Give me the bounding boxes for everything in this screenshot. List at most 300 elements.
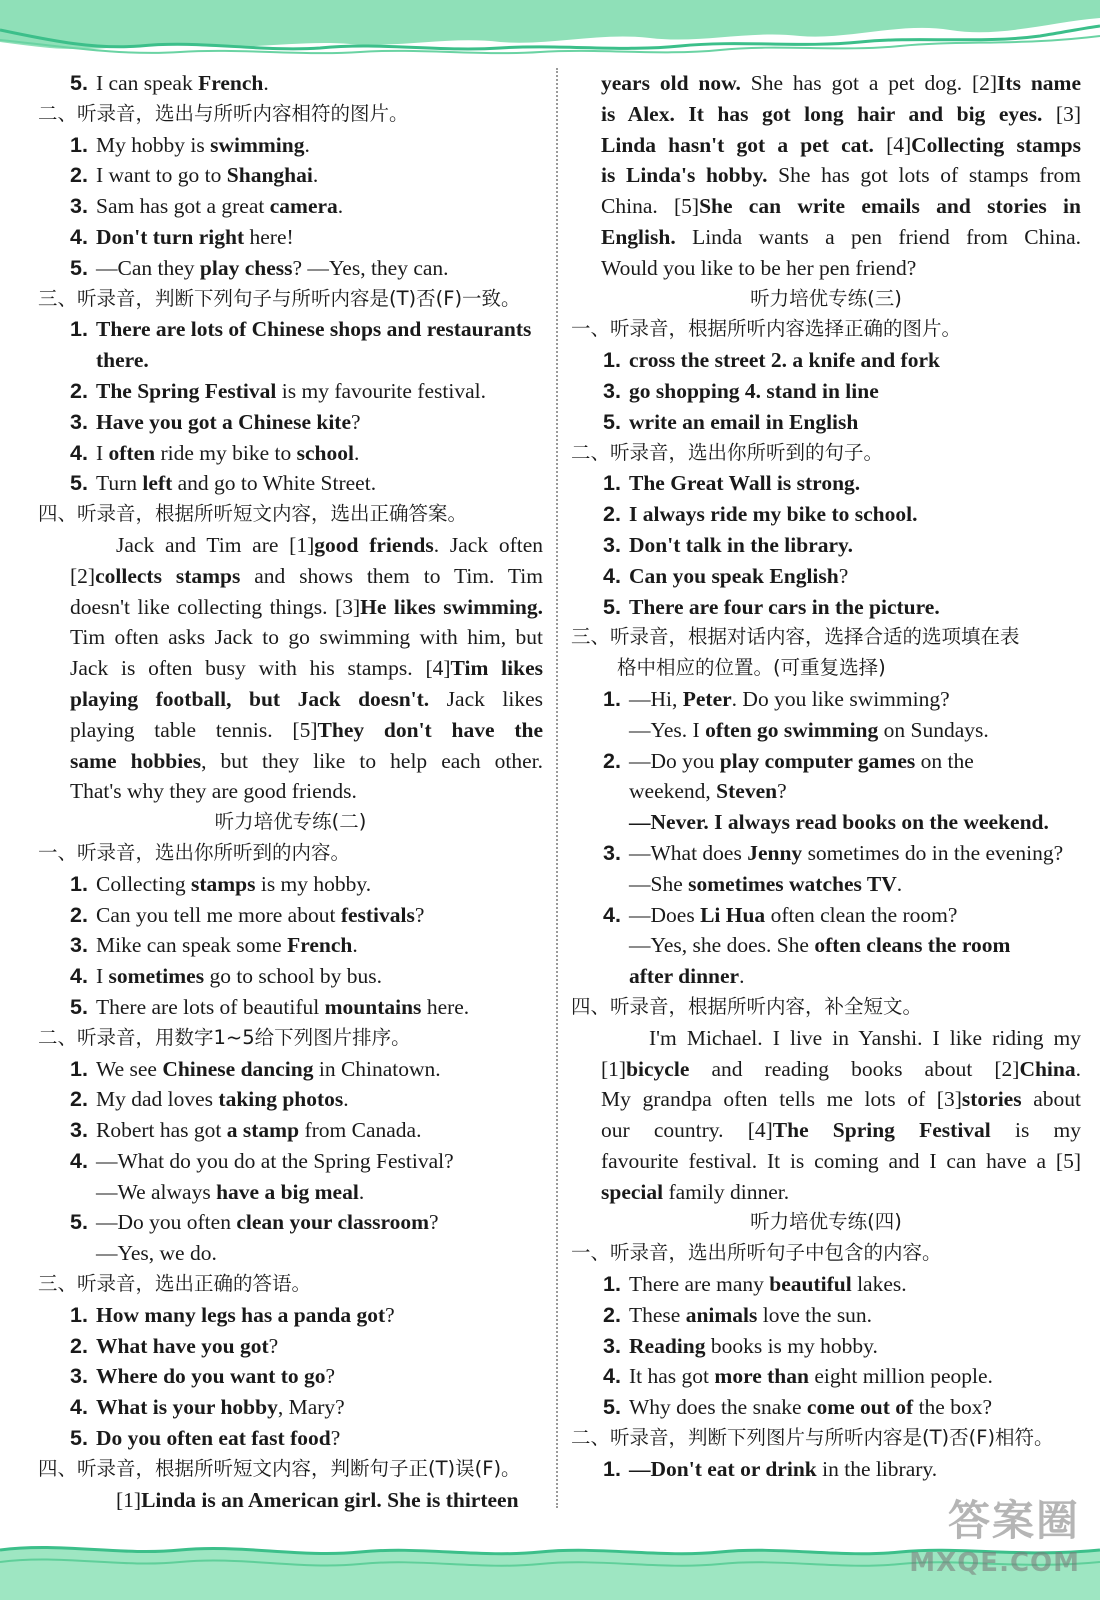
text-line xyxy=(38,130,543,161)
text-segment: —Yes. I xyxy=(629,717,706,742)
item-number: 4. xyxy=(70,1395,88,1420)
text-line xyxy=(38,961,543,992)
text-line xyxy=(571,1454,1081,1485)
text-line xyxy=(571,746,1081,777)
item-number: 1. xyxy=(70,132,88,157)
text-segment: . xyxy=(343,1087,349,1112)
answer-text: stamps xyxy=(190,871,256,896)
item-number: 2. xyxy=(70,1087,88,1112)
text-line xyxy=(571,222,1081,253)
text-segment: —She xyxy=(629,871,689,896)
text-segment: 三、听录音，判断下列句子与所听内容是(T)否(F)一致。 xyxy=(38,286,521,310)
text-segment: playing table tennis. [5] xyxy=(70,717,318,742)
text-segment: —Do you often xyxy=(96,1210,237,1235)
text-segment: —What does xyxy=(629,840,748,865)
text-segment: 二、听录音，用数字1~5给下列图片排序。 xyxy=(38,1025,411,1049)
text-segment: , but they like to help each other. xyxy=(201,748,543,773)
answer-text: Shanghai xyxy=(226,163,313,188)
item-number: 5. xyxy=(603,409,621,434)
text-line xyxy=(571,776,1081,807)
text-line xyxy=(571,1177,1081,1208)
answer-text: French xyxy=(287,933,353,958)
answer-text: play chess xyxy=(199,255,293,280)
text-segment: It has got xyxy=(629,1364,715,1389)
item-number: 5. xyxy=(70,471,88,496)
text-segment: . xyxy=(353,440,360,465)
text-segment: ? xyxy=(351,409,361,434)
text-segment: Tim often asks Jack to go swimming with him, but xyxy=(70,625,543,650)
answer-text: bicycle xyxy=(626,1056,690,1081)
text-segment: Turn xyxy=(96,471,143,496)
text-segment: [1] xyxy=(601,1056,627,1081)
item-number: 3. xyxy=(603,840,621,865)
text-line xyxy=(38,746,543,777)
text-line xyxy=(571,345,1081,376)
text-line xyxy=(571,622,1081,653)
item-number: 3. xyxy=(70,409,88,434)
answer-text: write an email in English xyxy=(629,409,859,434)
answer-text: after dinner xyxy=(629,964,740,989)
text-line xyxy=(571,1084,1081,1115)
text-line xyxy=(571,1146,1081,1177)
text-line xyxy=(571,530,1081,561)
text-segment: [1] xyxy=(116,1487,142,1512)
answer-text: come out of xyxy=(806,1395,914,1420)
text-segment: . xyxy=(1075,1056,1081,1081)
answer-text: Don't talk in the library. xyxy=(629,532,853,557)
answer-text: She can write emails and stories in xyxy=(699,194,1081,219)
text-line xyxy=(38,653,543,684)
item-number: 1. xyxy=(603,471,621,496)
text-segment: books is my hobby. xyxy=(705,1333,878,1358)
text-line xyxy=(571,499,1081,530)
text-segment: often clean the room? xyxy=(765,902,958,927)
text-line xyxy=(38,284,543,315)
text-segment: on Sundays. xyxy=(878,717,989,742)
text-segment: She has got lots of stamps from xyxy=(767,163,1081,188)
text-line xyxy=(571,961,1081,992)
text-line xyxy=(38,1238,543,1269)
text-segment: My grandpa often tells me lots of [3] xyxy=(601,1087,962,1112)
text-segment: —Can they xyxy=(96,255,200,280)
answer-text: Reading xyxy=(629,1333,706,1358)
text-line xyxy=(571,1054,1081,1085)
text-line xyxy=(571,130,1081,161)
answer-text: there. xyxy=(96,348,149,373)
text-segment: in Chinatown. xyxy=(313,1056,441,1081)
item-number: 2. xyxy=(603,502,621,527)
text-line xyxy=(571,715,1081,746)
text-segment: Jack and Tim are [1] xyxy=(116,532,315,557)
answer-text: Peter xyxy=(682,686,732,711)
text-segment: the box? xyxy=(913,1395,993,1420)
text-segment: 四、听录音，根据所听短文内容，选出正确答案。 xyxy=(38,502,468,526)
answer-text: collects stamps xyxy=(95,563,241,588)
item-number: 2. xyxy=(603,748,621,773)
answer-text: sometimes watches TV xyxy=(688,871,897,896)
item-number: 4. xyxy=(70,440,88,465)
text-segment: ? xyxy=(777,779,787,804)
item-number: 4. xyxy=(70,224,88,249)
text-segment: love the sun. xyxy=(757,1302,873,1327)
text-segment: Linda wants a pen friend from China. xyxy=(675,224,1081,249)
text-segment: on the xyxy=(915,748,974,773)
text-line xyxy=(38,992,543,1023)
answer-text: often xyxy=(108,440,156,465)
item-number: 1. xyxy=(70,317,88,342)
answer-text: years old now. xyxy=(601,71,741,95)
item-number: 2. xyxy=(70,902,88,927)
text-segment: eight million people. xyxy=(808,1364,993,1389)
answer-text: French xyxy=(198,71,264,95)
text-line xyxy=(571,1423,1081,1454)
item-number: 1. xyxy=(603,348,621,373)
answer-text: mountains xyxy=(324,994,422,1019)
answer-text: beautiful xyxy=(769,1272,852,1297)
text-segment: I can speak xyxy=(96,71,199,95)
item-number: 5. xyxy=(70,1210,88,1235)
answer-text: same hobbies xyxy=(70,748,202,773)
item-number: 1. xyxy=(603,686,621,711)
item-number: 2. xyxy=(603,1302,621,1327)
answer-text: taking photos xyxy=(218,1087,344,1112)
text-segment: 二、听录音，判断下列图片与所听内容是(T)否(F)相符。 xyxy=(571,1426,1054,1450)
answer-text: They don't have the xyxy=(317,717,543,742)
item-number: 2. xyxy=(70,163,88,188)
text-line xyxy=(38,407,543,438)
answer-text: playing football, but Jack doesn't. xyxy=(70,686,430,711)
text-line xyxy=(38,1392,543,1423)
text-segment: . xyxy=(304,132,310,157)
text-segment: 一、听录音，根据所听内容选择正确的图片。 xyxy=(571,317,962,341)
text-segment: 一、听录音，选出所听句子中包含的内容。 xyxy=(571,1241,942,1265)
text-line xyxy=(571,191,1081,222)
answer-text: stories xyxy=(961,1087,1022,1112)
text-segment: is my xyxy=(990,1118,1081,1143)
text-segment: 三、听录音，选出正确的答语。 xyxy=(38,1272,312,1296)
answer-text: special xyxy=(601,1179,664,1204)
text-line xyxy=(571,1023,1081,1054)
text-segment: She has got a pet dog. [2] xyxy=(740,71,998,95)
text-line xyxy=(571,1115,1081,1146)
text-segment: 三、听录音，根据对话内容，选择合适的选项填在表 xyxy=(571,625,1020,649)
text-line xyxy=(38,1423,543,1454)
text-segment: is my hobby. xyxy=(255,871,372,896)
text-segment: 二、听录音，选出你所听到的句子。 xyxy=(571,440,884,464)
text-segment: There are many xyxy=(629,1272,770,1297)
answer-text: Tim likes xyxy=(450,656,543,681)
item-number: 5. xyxy=(70,255,88,280)
answer-text: often go swimming xyxy=(705,717,879,742)
item-number: 2. xyxy=(70,1333,88,1358)
text-segment: in the library. xyxy=(816,1456,938,1481)
text-segment: ride my bike to xyxy=(155,440,297,465)
text-segment: . xyxy=(352,933,358,958)
answer-text: go shopping xyxy=(629,378,740,403)
answer-text: swimming xyxy=(210,132,305,157)
text-segment: weekend, xyxy=(629,779,717,804)
text-line xyxy=(38,1146,543,1177)
answer-text: Do you often eat fast food xyxy=(96,1426,331,1451)
item-number: 4. xyxy=(70,964,88,989)
text-line xyxy=(571,468,1081,499)
text-line xyxy=(571,284,1081,315)
text-segment: 听力培优专练(三) xyxy=(750,286,902,310)
text-segment: . xyxy=(312,163,319,188)
text-segment: . xyxy=(337,194,344,219)
text-line xyxy=(571,838,1081,869)
text-line xyxy=(38,592,543,623)
text-line xyxy=(38,715,543,746)
text-line xyxy=(571,376,1081,407)
text-line xyxy=(571,1300,1081,1331)
text-line xyxy=(38,684,543,715)
text-segment: 四、听录音，根据所听短文内容，判断句子正(T)误(F)。 xyxy=(38,1456,521,1480)
text-line xyxy=(38,1331,543,1362)
answer-text: school xyxy=(296,440,354,465)
answer-text: Linda hasn't got a pet cat. xyxy=(601,132,874,157)
watermark xyxy=(909,1488,1080,1578)
text-line xyxy=(571,900,1081,931)
item-number: 3. xyxy=(70,194,88,219)
answer-text: 2. a knife and fork xyxy=(770,348,940,373)
answer-text: Steven xyxy=(716,779,778,804)
answer-text: Jenny xyxy=(747,840,803,865)
item-number: 5. xyxy=(603,1395,621,1420)
text-line xyxy=(38,1054,543,1085)
item-number: 3. xyxy=(70,933,88,958)
text-segment: ? xyxy=(838,563,849,588)
text-line xyxy=(38,314,543,345)
answer-text: Li Hua xyxy=(700,902,766,927)
text-segment: doesn't like collecting things. [3] xyxy=(70,594,361,619)
text-line xyxy=(38,222,543,253)
answer-text: Have you got a Chinese kite xyxy=(96,409,352,434)
text-line xyxy=(38,376,543,407)
text-segment: about xyxy=(1021,1087,1081,1112)
text-segment: lakes. xyxy=(851,1272,907,1297)
text-segment: favourite festival. It is coming and I can have a [5] xyxy=(601,1148,1081,1173)
text-line xyxy=(38,1084,543,1115)
answer-text: What is your hobby xyxy=(96,1395,278,1420)
item-number: 4. xyxy=(603,1364,621,1389)
answer-text: is Alex. It has got long hair and big eyes. xyxy=(601,101,1043,126)
item-number: 5. xyxy=(70,1426,88,1451)
text-line xyxy=(571,1331,1081,1362)
item-number: 2. xyxy=(70,378,88,403)
item-number: 3. xyxy=(603,378,621,403)
text-segment: and reading books about [2] xyxy=(689,1056,1020,1081)
text-segment: from Canada. xyxy=(299,1118,422,1143)
item-number: 4. xyxy=(603,902,621,927)
text-segment: ? xyxy=(429,1210,439,1235)
answer-text: Don't turn right xyxy=(96,224,245,249)
text-segment: . xyxy=(358,1179,365,1204)
text-line xyxy=(38,253,543,284)
text-line xyxy=(38,807,543,838)
item-number: 3. xyxy=(70,1364,88,1389)
answer-text: I always ride my bike to school. xyxy=(629,502,918,527)
text-segment: . Do you like swimming? xyxy=(731,686,950,711)
text-segment: That's why they are good friends. xyxy=(70,779,357,804)
text-line xyxy=(571,407,1081,438)
text-line xyxy=(38,776,543,807)
text-segment: here! xyxy=(244,224,294,249)
text-segment: I'm Michael. I live in Yanshi. I like riding my xyxy=(649,1025,1081,1050)
text-segment: I xyxy=(96,440,109,465)
text-line xyxy=(571,807,1081,838)
text-line xyxy=(571,1392,1081,1423)
right-column xyxy=(571,68,1081,1485)
answer-text: festivals xyxy=(340,902,415,927)
watermark-url: MXQE.COM xyxy=(909,1548,1080,1578)
text-segment: . Jack often xyxy=(433,532,543,557)
answer-text: often cleans the room xyxy=(814,933,1011,958)
text-line xyxy=(571,1207,1081,1238)
item-number: 5. xyxy=(70,994,88,1019)
text-line xyxy=(38,438,543,469)
text-segment: family dinner. xyxy=(663,1179,790,1204)
answer-text: Linda is an American girl. She is thirteen xyxy=(141,1487,519,1512)
text-line xyxy=(38,1300,543,1331)
text-line xyxy=(38,869,543,900)
text-segment: China. [5] xyxy=(601,194,700,219)
text-segment: —Does xyxy=(629,902,701,927)
text-line xyxy=(38,1485,543,1516)
item-number: 4. xyxy=(70,1148,88,1173)
text-segment: I want to go to xyxy=(96,163,227,188)
text-line xyxy=(571,253,1081,284)
text-segment: —Yes, she does. She xyxy=(629,933,815,958)
text-segment: is my favourite festival. xyxy=(276,378,486,403)
text-line xyxy=(571,438,1081,469)
item-number: 1. xyxy=(70,1302,88,1327)
text-line xyxy=(38,1361,543,1392)
answer-text: is Linda's hobby. xyxy=(601,163,768,188)
text-line xyxy=(38,1177,543,1208)
top-decorative-band xyxy=(0,0,1100,62)
answer-text: —Never. I always read books on the weekend. xyxy=(629,810,1049,835)
text-line xyxy=(38,1207,543,1238)
answer-text: good friends xyxy=(314,532,434,557)
text-segment: , Mary? xyxy=(277,1395,345,1420)
text-segment: ? xyxy=(268,1333,279,1358)
text-line xyxy=(38,622,543,653)
item-number: 1. xyxy=(603,1272,621,1297)
text-line xyxy=(38,160,543,191)
text-segment: These xyxy=(629,1302,686,1327)
text-segment: —Yes, we do. xyxy=(96,1241,217,1266)
answer-text: Its name xyxy=(997,71,1081,95)
text-line xyxy=(38,1023,543,1054)
answer-text: Chinese dancing xyxy=(162,1056,314,1081)
answer-text: China xyxy=(1019,1056,1076,1081)
text-segment: —Hi, xyxy=(629,686,683,711)
text-segment: Mike can speak some xyxy=(96,933,288,958)
answer-text: 4. stand in line xyxy=(744,378,879,403)
text-segment: 二、听录音，选出与所听内容相符的图片。 xyxy=(38,101,409,125)
text-segment: There are lots of beautiful xyxy=(96,994,325,1019)
text-line xyxy=(571,160,1081,191)
answer-text: Collecting stamps xyxy=(911,132,1081,157)
text-segment: Sam has got a great xyxy=(96,194,270,219)
text-segment: [4] xyxy=(873,132,912,157)
text-line xyxy=(38,68,543,99)
text-line xyxy=(571,99,1081,130)
text-segment: and go to White Street. xyxy=(172,471,377,496)
answer-text: Can you speak English xyxy=(629,563,839,588)
answer-text: a stamp xyxy=(226,1118,300,1143)
text-line xyxy=(38,191,543,222)
item-number: 1. xyxy=(70,871,88,896)
text-segment: our country. [4] xyxy=(601,1118,773,1143)
text-line xyxy=(38,930,543,961)
text-line xyxy=(571,1238,1081,1269)
answer-text: How many legs has a panda got xyxy=(96,1302,386,1327)
answer-text: The Spring Festival xyxy=(772,1118,991,1143)
text-line xyxy=(38,468,543,499)
text-line xyxy=(571,1361,1081,1392)
text-line xyxy=(38,900,543,931)
text-segment: . xyxy=(896,871,903,896)
answer-text: There are four cars in the picture. xyxy=(629,594,940,619)
answer-text: animals xyxy=(685,1302,758,1327)
text-segment: 格中相应的位置。(可重复选择) xyxy=(617,656,886,680)
text-line xyxy=(38,345,543,376)
answer-text: He likes swimming. xyxy=(360,594,543,619)
answer-text: play computer games xyxy=(719,748,916,773)
column-divider xyxy=(556,68,558,1508)
text-segment: and shows them to Tim. Tim xyxy=(240,563,543,588)
answer-text: What have you got xyxy=(96,1333,269,1358)
text-segment: ? —Yes, they can. xyxy=(292,255,449,280)
item-number: 3. xyxy=(70,1118,88,1143)
text-line xyxy=(38,99,543,130)
text-segment: [2] xyxy=(70,563,96,588)
answer-text: clean your classroom xyxy=(236,1210,430,1235)
text-segment: —Do you xyxy=(629,748,720,773)
text-segment: 听力培优专练(二) xyxy=(214,810,367,834)
text-segment: Jack likes xyxy=(429,686,543,711)
text-segment: Collecting xyxy=(96,871,191,896)
answer-text: There are lots of Chinese shops and restaurants xyxy=(96,317,532,342)
answer-text: camera xyxy=(269,194,338,219)
text-segment: ? xyxy=(385,1302,395,1327)
text-line xyxy=(571,684,1081,715)
left-column xyxy=(38,68,543,1515)
text-segment: My dad loves xyxy=(96,1087,219,1112)
text-segment: Would you like to be her pen friend? xyxy=(601,255,917,280)
text-segment: [3] xyxy=(1042,101,1081,126)
text-segment: Jack is often busy with his stamps. [4] xyxy=(70,656,451,681)
answer-text: more than xyxy=(714,1364,809,1389)
answer-text: English. xyxy=(601,224,676,249)
text-segment: ? xyxy=(330,1426,341,1451)
text-line xyxy=(38,1115,543,1146)
item-number: 3. xyxy=(603,1333,621,1358)
text-segment: . xyxy=(263,71,269,95)
text-segment: sometimes do in the evening? xyxy=(802,840,1064,865)
text-segment: We see xyxy=(96,1056,163,1081)
answer-text: Where do you want to go xyxy=(96,1364,326,1389)
text-line xyxy=(571,992,1081,1023)
text-segment: Can you tell me more about xyxy=(96,902,341,927)
text-line xyxy=(571,68,1081,99)
answer-text: cross the street xyxy=(629,348,766,373)
text-segment: Robert has got xyxy=(96,1118,227,1143)
text-segment: —What do you do at the Spring Festival? xyxy=(96,1148,454,1173)
text-segment: 听力培优专练(四) xyxy=(750,1210,902,1234)
